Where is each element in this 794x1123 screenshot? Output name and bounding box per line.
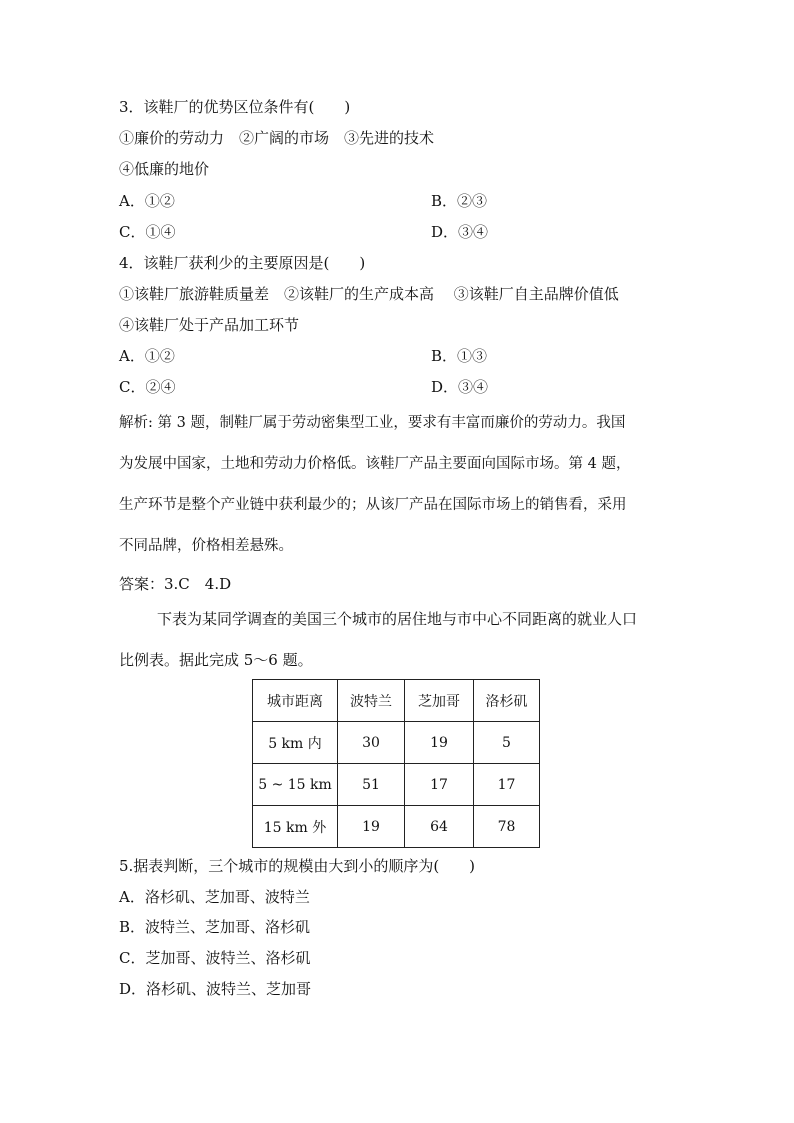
table-row [253, 764, 540, 806]
table-header-cell: 芝加哥 [405, 680, 474, 722]
table-cell: 15 km 外 [253, 806, 338, 848]
employment-table [252, 679, 540, 848]
question-3-option-c: C．①④ [119, 223, 176, 241]
question-5-option-c: C．芝加哥、波特兰、洛杉矶 [119, 949, 311, 967]
question-5-option-b: B．波特兰、芝加哥、洛杉矶 [119, 918, 311, 936]
table-cell: 5 ~ 15 km [253, 764, 338, 806]
question-3-option-a: A．①② [119, 192, 175, 210]
solution-line: 生产环节是整个产业链中获利最少的；从该厂产品在国际市场上的销售看，采用 [119, 497, 627, 513]
table-header-cell: 洛杉矶 [474, 680, 540, 722]
question-5-stem: 5.据表判断，三个城市的规模由大到小的顺序为( ) [119, 857, 476, 875]
table-cell: 19 [405, 722, 474, 764]
question-3-items-cont: ④低廉的地价 [119, 160, 210, 178]
table-header-row [253, 680, 540, 722]
table-cell: 17 [474, 764, 540, 806]
table-cell: 5 [474, 722, 540, 764]
question-3-option-d: D．③④ [431, 223, 489, 241]
table-header-cell: 城市距离 [253, 680, 338, 722]
question-3-option-b: B．②③ [431, 192, 488, 210]
question-4-option-d: D．③④ [431, 378, 489, 396]
solution-line: 不同品牌，价格相差悬殊。 [119, 538, 293, 554]
table-cell: 30 [338, 722, 405, 764]
table-cell: 17 [405, 764, 474, 806]
question-4-option-b: B．①③ [431, 347, 488, 365]
solution-line: 解析: 第 3 题，制鞋厂属于劳动密集型工业，要求有丰富而廉价的劳动力。我国 [119, 415, 626, 431]
table-cell: 51 [338, 764, 405, 806]
question-5-option-d: D．洛杉矶、波特兰、芝加哥 [119, 980, 312, 998]
table-cell: 78 [474, 806, 540, 848]
solution-line: 为发展中国家，土地和劳动力价格低。该鞋厂产品主要面向国际市场。第 4 题， [119, 456, 631, 472]
table-cell: 19 [338, 806, 405, 848]
question-4-option-c: C．②④ [119, 378, 176, 396]
question-3-stem: 3．该鞋厂的优势区位条件有( ) [119, 98, 351, 116]
table-row [253, 806, 540, 848]
table-row [253, 722, 540, 764]
table-header-cell: 波特兰 [338, 680, 405, 722]
question-5-option-a: A．洛杉矶、芝加哥、波特兰 [119, 888, 310, 906]
table-cell: 5 km 内 [253, 722, 338, 764]
table-cell: 64 [405, 806, 474, 848]
question-3-items: ①廉价的劳动力 ②广阔的市场 ③先进的技术 [119, 129, 435, 147]
intro-line: 比例表。据此完成 5～6 题。 [119, 651, 313, 669]
question-4-option-a: A．①② [119, 347, 175, 365]
question-4-items-cont: ④该鞋厂处于产品加工环节 [119, 316, 300, 334]
question-4-stem: 4．该鞋厂获利少的主要原因是( ) [119, 254, 366, 272]
answer-line: 答案：3.C 4.D [119, 575, 232, 593]
intro-line: 下表为某同学调查的美国三个城市的居住地与市中心不同距离的就业人口 [157, 610, 638, 628]
question-4-items: ①该鞋厂旅游鞋质量差 ②该鞋厂的生产成本高 ③该鞋厂自主品牌价值低 [119, 285, 619, 303]
